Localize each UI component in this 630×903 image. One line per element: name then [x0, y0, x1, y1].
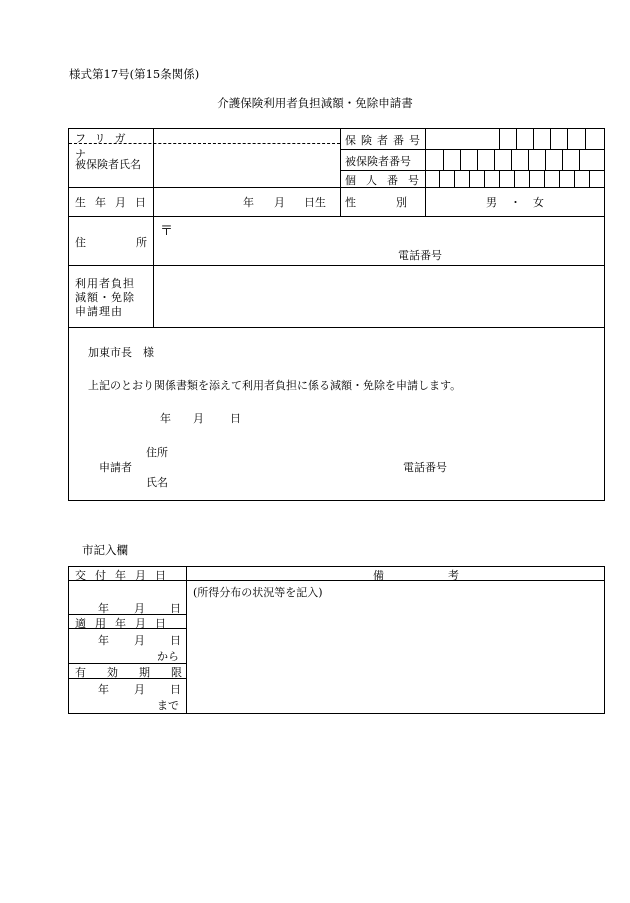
insurer-number-label: 保険者番号 — [345, 134, 425, 147]
reason-field[interactable] — [154, 266, 604, 327]
apply-day-unit: 日 — [170, 634, 181, 647]
remarks-label: 備考 — [373, 569, 523, 582]
declaration-year-unit: 年 — [160, 412, 171, 425]
birth-day-unit: 日生 — [304, 196, 326, 209]
valid-day-unit: 日 — [170, 683, 181, 696]
valid-month-unit: 月 — [134, 683, 145, 696]
postal-mark: 〒 — [160, 224, 174, 239]
insured-name-field[interactable] — [154, 144, 340, 187]
personal-number-label: 個人番号 — [345, 174, 429, 187]
applicant-name-label: 氏名 — [146, 476, 168, 489]
page-title: 介護保険利用者負担減額・免除申請書 — [217, 96, 413, 110]
addressee: 加東市長 様 — [88, 346, 154, 359]
address-field[interactable] — [175, 218, 603, 264]
apply-date-label: 適用年月日 — [75, 617, 175, 630]
birth-month-unit: 月 — [274, 196, 285, 209]
sex-male-option[interactable]: 男 — [486, 196, 497, 209]
applicant-address-label: 住所 — [146, 446, 168, 459]
sex-label: 性別 — [345, 196, 447, 209]
birth-year-unit: 年 — [243, 196, 254, 209]
insured-number-label: 被保険者番号 — [345, 155, 411, 168]
issue-day-unit: 日 — [170, 602, 181, 615]
reason-label-line-3: 申請理由 — [75, 305, 123, 318]
insured-name-label: 被保険者氏名 — [75, 158, 141, 171]
declaration-statement: 上記のとおり関係書類を添えて利用者負担に係る減額・免除を申請します。 — [88, 379, 462, 392]
remarks-note: (所得分布の状況等を記入) — [193, 586, 323, 599]
remarks-field[interactable] — [187, 598, 603, 712]
birthdate-label: 生年月日 — [75, 196, 155, 209]
applicant-phone-label: 電話番号 — [403, 461, 447, 474]
declaration-day-unit: 日 — [230, 412, 241, 425]
city-section-title: 市記入欄 — [82, 543, 128, 557]
address-phone-label: 電話番号 — [398, 249, 442, 262]
issue-month-unit: 月 — [134, 602, 145, 615]
sex-separator: ・ — [510, 196, 521, 209]
declaration-month-unit: 月 — [193, 412, 204, 425]
apply-year-unit: 年 — [98, 634, 109, 647]
apply-month-unit: 月 — [134, 634, 145, 647]
address-label: 住所 — [75, 236, 197, 249]
form-number: 様式第17号(第15条関係) — [69, 67, 200, 81]
valid-year-unit: 年 — [98, 683, 109, 696]
from-label: から — [157, 650, 179, 663]
valid-period-label: 有効期限 — [75, 666, 203, 679]
reason-label-line-2: 減額・免除 — [75, 291, 135, 304]
reason-label-line-1: 利用者負担 — [75, 277, 135, 290]
issue-year-unit: 年 — [98, 602, 109, 615]
sex-female-option[interactable]: 女 — [533, 196, 544, 209]
issue-date-label: 交付年月日 — [75, 569, 175, 582]
applicant-label: 申請者 — [99, 461, 132, 474]
until-label: まで — [157, 699, 179, 712]
furigana-label: フリガナ — [75, 132, 135, 161]
